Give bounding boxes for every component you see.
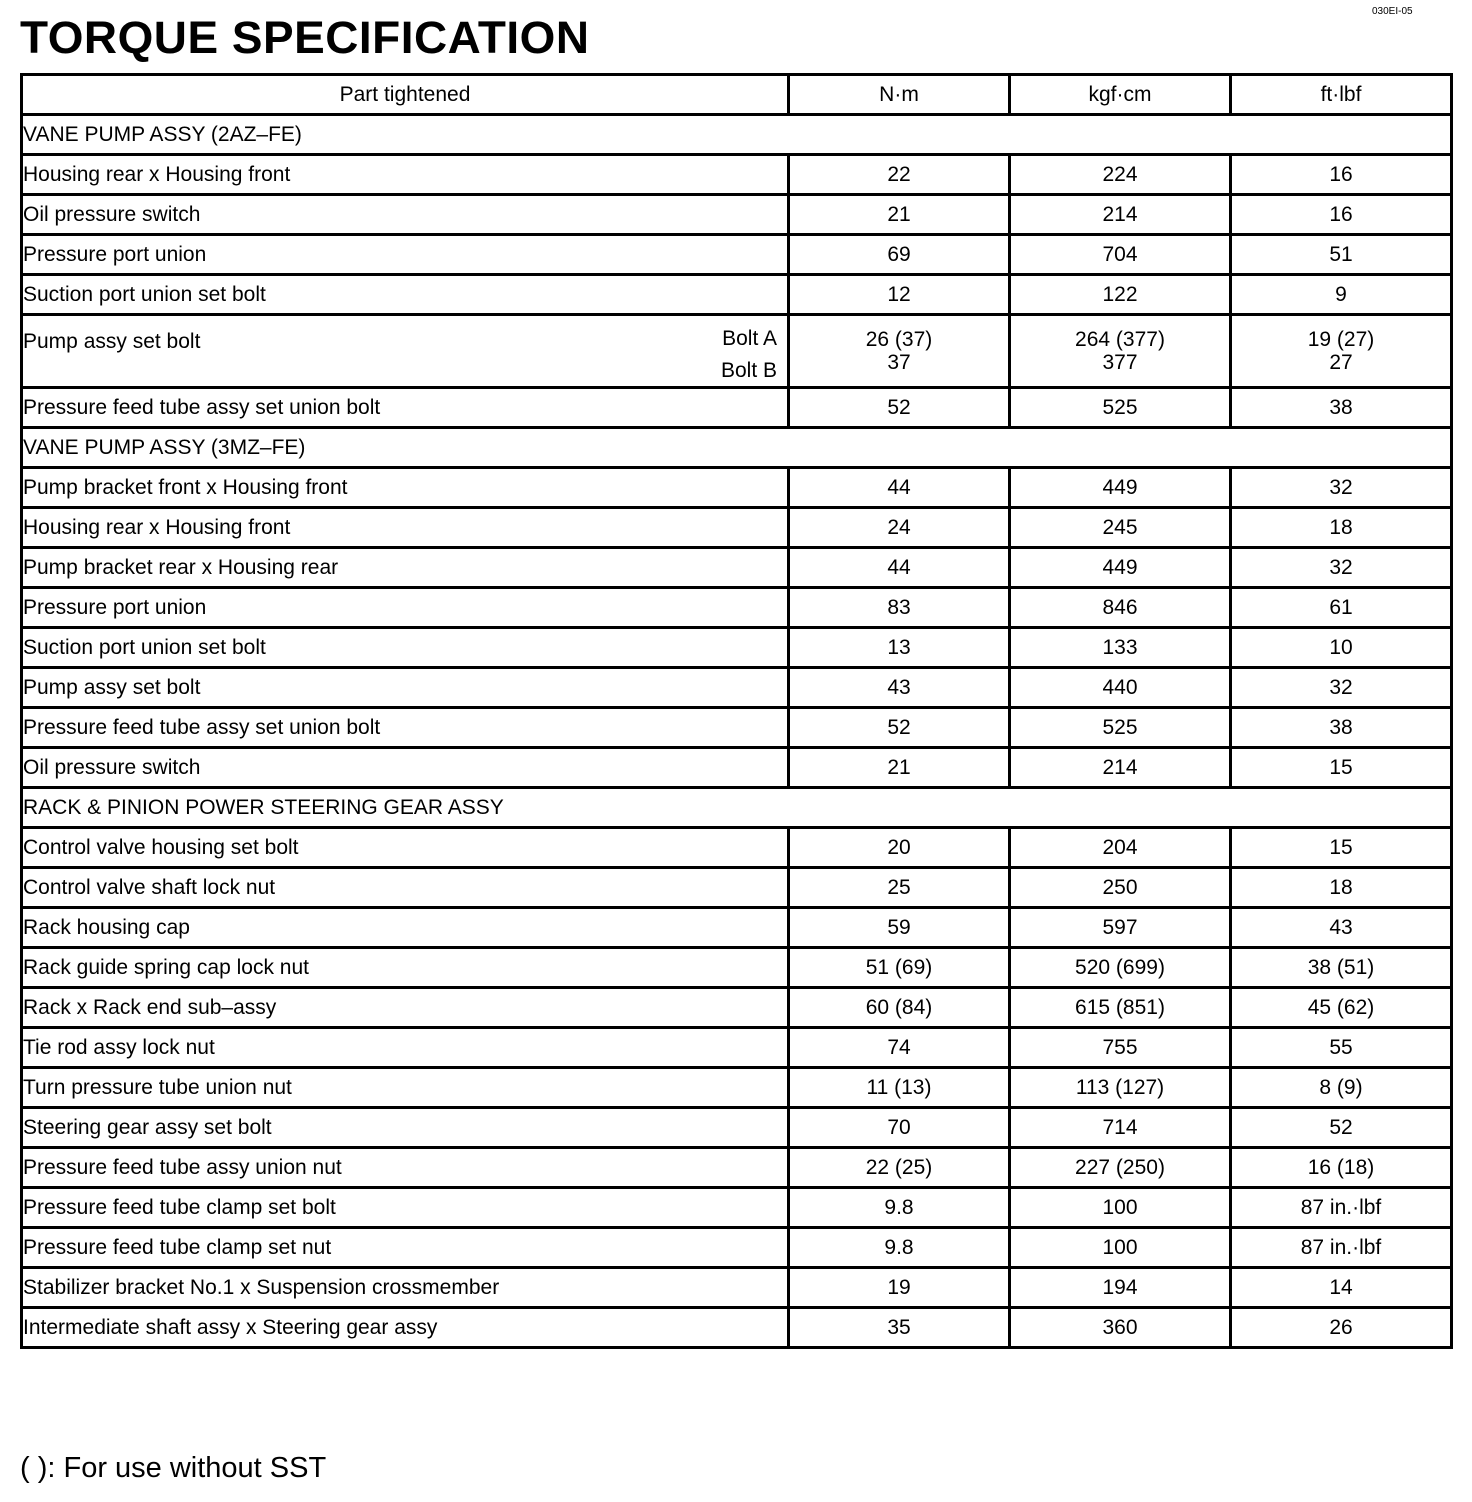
value-nm: 11 (13) <box>789 1068 1010 1108</box>
value-nm: 43 <box>789 668 1010 708</box>
value-kgf-cm-cell <box>1010 315 1231 388</box>
table-row <box>22 388 1452 428</box>
part-name: Pump assy set bolt <box>22 668 789 708</box>
part-name: Pressure feed tube assy union nut <box>22 1148 789 1188</box>
value-ft-lbf: 16 <box>1231 155 1452 195</box>
value-nm: 44 <box>789 468 1010 508</box>
part-name: Pressure feed tube assy set union bolt <box>22 708 789 748</box>
value-kgf-cm: 214 <box>1010 748 1231 788</box>
value-ft-lbf: 45 (62) <box>1231 988 1452 1028</box>
table-row <box>22 508 1452 548</box>
value-ft-lbf: 16 (18) <box>1231 1148 1452 1188</box>
value-nm: 35 <box>789 1308 1010 1348</box>
value-ft-lbf: 14 <box>1231 1268 1452 1308</box>
value-kgf-cm: 714 <box>1010 1108 1231 1148</box>
table-row <box>22 1228 1452 1268</box>
table-row <box>22 828 1452 868</box>
part-name: Rack x Rack end sub–assy <box>22 988 789 1028</box>
value-ft-lbf: 18 <box>1231 508 1452 548</box>
table-row <box>22 588 1452 628</box>
value-kgf-cm: 525 <box>1010 388 1231 428</box>
footnote: ( ): For use without SST <box>20 1452 327 1484</box>
table-row <box>22 1188 1452 1228</box>
value-kgf-cm: 449 <box>1010 468 1231 508</box>
table-row <box>22 1028 1452 1068</box>
value-nm: 69 <box>789 235 1010 275</box>
value-kgf-cm-bolt-b: 377 <box>1102 351 1138 374</box>
part-name: Pump bracket front x Housing front <box>22 468 789 508</box>
value-nm: 25 <box>789 868 1010 908</box>
value-kgf-cm: 133 <box>1010 628 1231 668</box>
value-kgf-cm: 100 <box>1010 1228 1231 1268</box>
table-row <box>22 468 1452 508</box>
value-kgf-cm: 194 <box>1010 1268 1231 1308</box>
value-nm: 13 <box>789 628 1010 668</box>
value-ft-lbf: 10 <box>1231 628 1452 668</box>
document-code: 030EI-05 <box>1372 6 1413 17</box>
part-name: Housing rear x Housing front <box>22 508 789 548</box>
part-name: Oil pressure switch <box>22 748 789 788</box>
part-name: Control valve housing set bolt <box>22 828 789 868</box>
value-ft-lbf: 43 <box>1231 908 1452 948</box>
table-row <box>22 315 1452 388</box>
table-row <box>22 1068 1452 1108</box>
value-nm: 74 <box>789 1028 1010 1068</box>
value-ft-lbf: 52 <box>1231 1108 1452 1148</box>
value-ft-lbf: 87 in.·lbf <box>1231 1188 1452 1228</box>
table-row <box>22 275 1452 315</box>
value-nm: 83 <box>789 588 1010 628</box>
part-name: Pressure feed tube clamp set bolt <box>22 1188 789 1228</box>
value-ft-lbf-cell <box>1231 315 1452 388</box>
value-kgf-cm: 755 <box>1010 1028 1231 1068</box>
value-kgf-cm: 360 <box>1010 1308 1231 1348</box>
value-ft-lbf: 18 <box>1231 868 1452 908</box>
value-kgf-cm: 250 <box>1010 868 1231 908</box>
header-kgf-cm: kgf·cm <box>1010 75 1231 115</box>
table-row <box>22 548 1452 588</box>
value-kgf-cm: 597 <box>1010 908 1231 948</box>
table-row <box>22 868 1452 908</box>
value-kgf-cm: 245 <box>1010 508 1231 548</box>
value-nm: 22 (25) <box>789 1148 1010 1188</box>
value-ft-lbf: 87 in.·lbf <box>1231 1228 1452 1268</box>
value-kgf-cm: 440 <box>1010 668 1231 708</box>
value-kgf-cm: 224 <box>1010 155 1231 195</box>
part-name: Pump assy set bolt <box>23 330 201 353</box>
part-name: Rack housing cap <box>22 908 789 948</box>
value-ft-lbf: 51 <box>1231 235 1452 275</box>
table-row <box>22 748 1452 788</box>
part-name: Suction port union set bolt <box>22 628 789 668</box>
value-kgf-cm-bolt-a: 264 (377) <box>1075 328 1165 351</box>
value-kgf-cm: 227 (250) <box>1010 1148 1231 1188</box>
value-nm: 21 <box>789 195 1010 235</box>
part-name: Tie rod assy lock nut <box>22 1028 789 1068</box>
part-name: Stabilizer bracket No.1 x Suspension crossmember <box>22 1268 789 1308</box>
part-name: Pressure port union <box>22 588 789 628</box>
value-kgf-cm: 704 <box>1010 235 1231 275</box>
section-title: VANE PUMP ASSY (3MZ–FE) <box>22 428 1452 468</box>
header-nm: N·m <box>789 75 1010 115</box>
table-row <box>22 1108 1452 1148</box>
part-name: Housing rear x Housing front <box>22 155 789 195</box>
value-nm: 52 <box>789 388 1010 428</box>
value-nm-bolt-a: 26 (37) <box>865 328 933 351</box>
value-ft-lbf: 32 <box>1231 548 1452 588</box>
value-kgf-cm: 520 (699) <box>1010 948 1231 988</box>
value-ft-lbf: 8 (9) <box>1231 1068 1452 1108</box>
part-name: Suction port union set bolt <box>22 275 789 315</box>
value-nm: 70 <box>789 1108 1010 1148</box>
header-ft-lbf: ft·lbf <box>1231 75 1452 115</box>
value-ft-lbf: 9 <box>1231 275 1452 315</box>
table-row <box>22 1308 1452 1348</box>
value-ft-lbf: 38 <box>1231 708 1452 748</box>
value-kgf-cm: 449 <box>1010 548 1231 588</box>
part-name: Intermediate shaft assy x Steering gear assy <box>22 1308 789 1348</box>
value-kgf-cm: 846 <box>1010 588 1231 628</box>
value-ft-lbf: 26 <box>1231 1308 1452 1348</box>
value-ft-lbf: 55 <box>1231 1028 1452 1068</box>
part-name: Pressure feed tube assy set union bolt <box>22 388 789 428</box>
value-kgf-cm: 525 <box>1010 708 1231 748</box>
value-nm: 24 <box>789 508 1010 548</box>
part-name: Steering gear assy set bolt <box>22 1108 789 1148</box>
table-row <box>22 235 1452 275</box>
part-name-cell <box>22 315 789 388</box>
section-header-row <box>22 788 1452 828</box>
value-kgf-cm: 214 <box>1010 195 1231 235</box>
value-nm: 20 <box>789 828 1010 868</box>
value-ft-lbf: 15 <box>1231 828 1452 868</box>
part-name: Rack guide spring cap lock nut <box>22 948 789 988</box>
value-ft-lbf: 32 <box>1231 468 1452 508</box>
table-row <box>22 668 1452 708</box>
value-nm: 44 <box>789 548 1010 588</box>
value-kgf-cm: 204 <box>1010 828 1231 868</box>
value-ft-lbf: 38 (51) <box>1231 948 1452 988</box>
bolt-a-label: Bolt A <box>722 327 777 350</box>
value-ft-lbf: 38 <box>1231 388 1452 428</box>
section-title: VANE PUMP ASSY (2AZ–FE) <box>22 115 1452 155</box>
page-title: TORQUE SPECIFICATION <box>20 12 590 63</box>
table-row <box>22 908 1452 948</box>
value-nm: 22 <box>789 155 1010 195</box>
header-part-tightened: Part tightened <box>22 75 789 115</box>
part-name: Oil pressure switch <box>22 195 789 235</box>
value-ft-lbf: 61 <box>1231 588 1452 628</box>
value-nm: 21 <box>789 748 1010 788</box>
value-kgf-cm: 615 (851) <box>1010 988 1231 1028</box>
part-name: Turn pressure tube union nut <box>22 1068 789 1108</box>
value-nm: 12 <box>789 275 1010 315</box>
value-ft-lbf-bolt-a: 19 (27) <box>1307 328 1375 351</box>
value-ft-lbf: 32 <box>1231 668 1452 708</box>
table-row <box>22 1268 1452 1308</box>
table-row <box>22 155 1452 195</box>
table-row <box>22 195 1452 235</box>
value-nm: 59 <box>789 908 1010 948</box>
table-row <box>22 708 1452 748</box>
value-nm: 19 <box>789 1268 1010 1308</box>
part-name: Pump bracket rear x Housing rear <box>22 548 789 588</box>
section-title: RACK & PINION POWER STEERING GEAR ASSY <box>22 788 1452 828</box>
value-nm: 52 <box>789 708 1010 748</box>
table-row <box>22 1148 1452 1188</box>
part-name: Pressure feed tube clamp set nut <box>22 1228 789 1268</box>
bolt-b-label: Bolt B <box>720 359 777 382</box>
value-kgf-cm: 100 <box>1010 1188 1231 1228</box>
value-nm: 51 (69) <box>789 948 1010 988</box>
table-row <box>22 628 1452 668</box>
value-nm-cell <box>789 315 1010 388</box>
table-row <box>22 988 1452 1028</box>
part-name: Control valve shaft lock nut <box>22 868 789 908</box>
section-header-row <box>22 428 1452 468</box>
torque-table <box>20 73 1453 1349</box>
value-ft-lbf: 16 <box>1231 195 1452 235</box>
value-ft-lbf: 15 <box>1231 748 1452 788</box>
value-ft-lbf-bolt-b: 27 <box>1329 351 1353 374</box>
value-nm: 60 (84) <box>789 988 1010 1028</box>
value-nm: 9.8 <box>789 1188 1010 1228</box>
table-row <box>22 948 1452 988</box>
value-kgf-cm: 122 <box>1010 275 1231 315</box>
value-nm-bolt-b: 37 <box>887 351 911 374</box>
value-nm: 9.8 <box>789 1228 1010 1268</box>
part-name: Pressure port union <box>22 235 789 275</box>
value-kgf-cm: 113 (127) <box>1010 1068 1231 1108</box>
section-header-row <box>22 115 1452 155</box>
table-header-row <box>22 75 1452 115</box>
